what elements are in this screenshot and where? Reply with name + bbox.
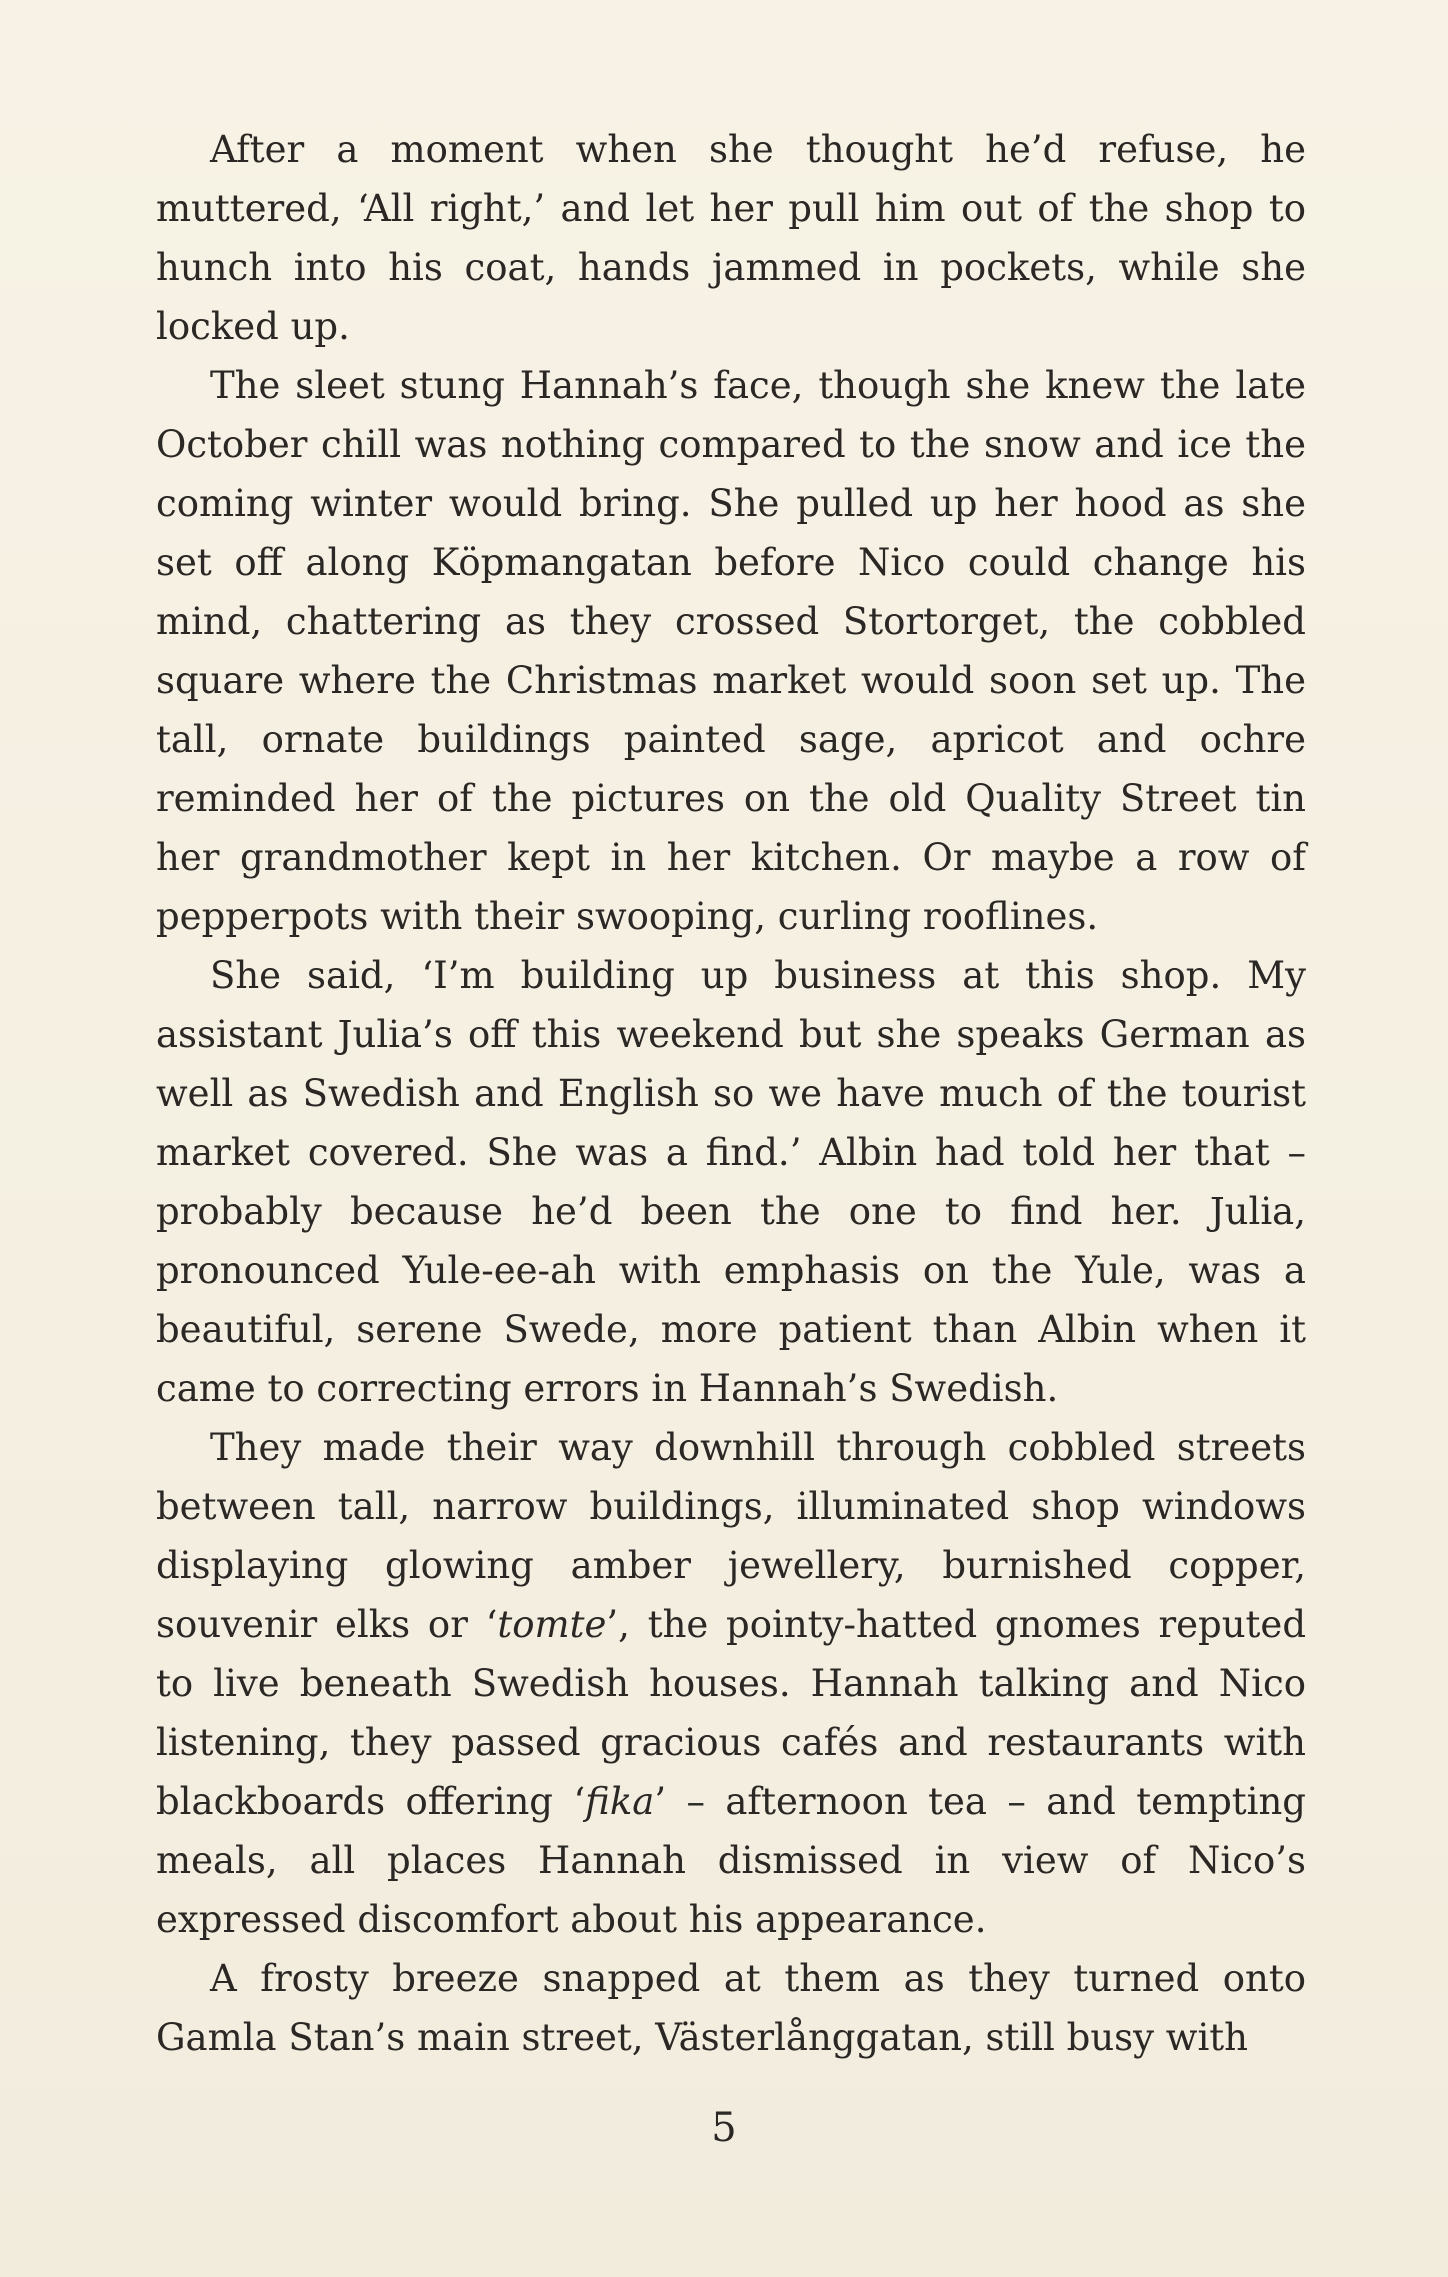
paragraph-2: [156, 356, 1306, 946]
body-text: [156, 120, 1306, 2067]
paragraph-1: [156, 120, 1306, 356]
page-number: 5: [711, 2105, 737, 2151]
paragraph-4-text-b: ’, the pointy-hatted gnomes reputed to live beneath Swedish houses. Hannah talking and Nico listening, they passed gracious cafés and restaurants with blackboards offering ‘: [156, 1603, 1306, 1823]
paragraph-4-text-a: They made their way downhill through cobbled streets between tall, narrow buildings, illuminated shop windows displaying glowing amber jewellery, burnished copper, souvenir elks or ‘: [156, 1426, 1306, 1646]
paragraph-4-text-c: ’ – afternoon tea – and tempting meals, all places Hannah dismissed in view of Nico’s expressed discomfort about his appearance.: [156, 1780, 1306, 1941]
paragraph-5: [156, 1949, 1306, 2067]
paragraph-3-text: She said, ‘I’m building up business at this shop. My assistant Julia’s off this weekend but she speaks German as well as Swedish and English so we have much of the tourist market covered. She was a find.’ Albin had told her that – probably because he’d been the one to find her. Julia, pronounced Yule-ee-ah with emphasis on the Yule, was a beautiful, serene Swede, more patient than Albin when it came to correcting errors in Hannah’s Swedish.: [156, 954, 1306, 1410]
paragraph-5-text: A frosty breeze snapped at them as they turned onto Gamla Stan’s main street, Västerlånggatan, still busy with: [156, 1957, 1306, 2059]
italic-term-fika: fika: [585, 1780, 655, 1823]
italic-term-tomte: tomte: [497, 1603, 607, 1646]
paragraph-3: [156, 946, 1306, 1418]
paragraph-1-text: After a moment when she thought he’d refuse, he muttered, ‘All right,’ and let her pull him out of the shop to hunch into his coat, hands jammed in pockets, while she locked up.: [156, 128, 1306, 348]
paragraph-2-text: The sleet stung Hannah’s face, though she knew the late October chill was nothing compared to the snow and ice the coming winter would bring. She pulled up her hood as she set off along Köpmangatan before Nico could change his mind, chattering as they crossed Stortorget, the cobbled square where the Christmas market would soon set up. The tall, ornate buildings painted sage, apricot and ochre reminded her of the pictures on the old Quality Street tin her grandmother kept in her kitchen. Or maybe a row of pepperpots with their swooping, curling rooflines.: [156, 364, 1306, 938]
paragraph-4: [156, 1418, 1306, 1949]
